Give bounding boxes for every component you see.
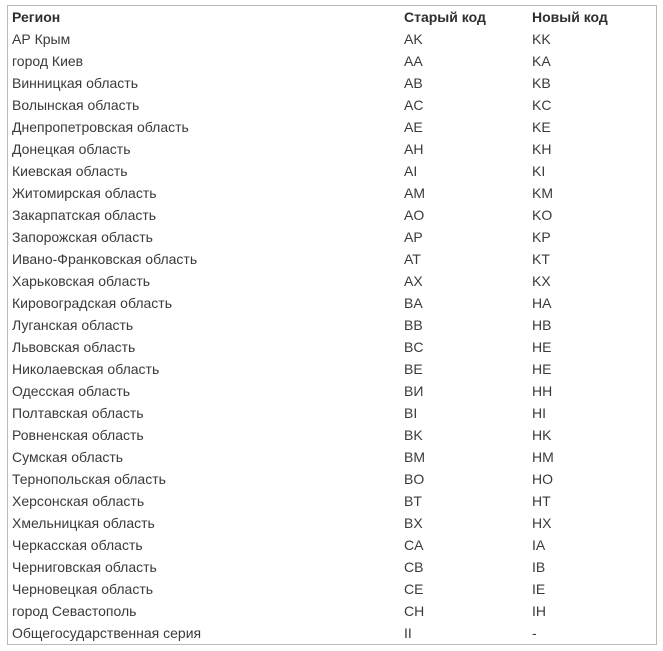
region-cell: Полтавская область [12, 405, 144, 421]
header-row [8, 6, 656, 28]
new-code-cell: HX [532, 515, 552, 531]
old-code-cell: AH [404, 141, 424, 157]
region-cell: Херсонская область [12, 493, 145, 509]
region-cell: Киевская область [12, 163, 128, 179]
region-cell: Черновецкая область [12, 581, 154, 597]
old-code-cell: AC [404, 97, 424, 113]
region-cell: Львовская область [12, 339, 136, 355]
table-row [8, 600, 656, 622]
old-code-cell: BX [404, 515, 423, 531]
new-code-cell: HO [532, 471, 553, 487]
region-cell: Ивано-Франковская область [12, 251, 198, 267]
new-code-cell: KA [532, 53, 551, 69]
old-code-cell: AT [404, 251, 421, 267]
old-code-cell: BT [404, 493, 422, 509]
table-row [8, 468, 656, 490]
table-row [8, 490, 656, 512]
table-row [8, 248, 656, 270]
old-code-cell: CH [404, 603, 425, 619]
old-code-cell: BE [404, 361, 423, 377]
header-new-code: Новый код [532, 9, 608, 25]
new-code-cell: HI [532, 405, 546, 421]
header-region: Регион [12, 9, 61, 25]
old-code-cell: AK [404, 31, 423, 47]
region-cell: город Севастополь [12, 603, 137, 619]
region-cell: Житомирская область [12, 185, 157, 201]
table-row [8, 28, 656, 50]
new-code-cell: KM [532, 185, 553, 201]
region-cell: АР Крым [12, 31, 71, 47]
region-cell: Николаевская область [12, 361, 160, 377]
old-code-cell: AI [404, 163, 418, 179]
table-row [8, 270, 656, 292]
new-code-cell: - [532, 625, 537, 641]
new-code-cell: HB [532, 317, 552, 333]
old-code-cell: BI [404, 405, 418, 421]
table-row [8, 160, 656, 182]
region-cell: Волынская область [12, 97, 140, 113]
new-code-cell: IH [532, 603, 546, 619]
new-code-cell: HK [532, 427, 552, 443]
old-code-cell: AE [404, 119, 423, 135]
table-row [8, 446, 656, 468]
old-code-cell: CA [404, 537, 424, 553]
region-cell: Закарпатская область [12, 207, 157, 223]
new-code-cell: KK [532, 31, 551, 47]
new-code-cell: KX [532, 273, 551, 289]
old-code-cell: AM [404, 185, 425, 201]
table-row [8, 556, 656, 578]
region-cell: Сумская область [12, 449, 124, 465]
region-cell: Харьковская область [12, 273, 151, 289]
old-code-cell: BA [404, 295, 423, 311]
table-row [8, 314, 656, 336]
table-row [8, 622, 656, 644]
new-code-cell: HH [532, 383, 553, 399]
new-code-cell: KO [532, 207, 553, 223]
old-code-cell: CE [404, 581, 424, 597]
table-row [8, 380, 656, 402]
region-cell: Хмельницкая область [12, 515, 155, 531]
new-code-cell: KE [532, 119, 551, 135]
new-code-cell: HA [532, 295, 552, 311]
table-row [8, 512, 656, 534]
old-code-cell: BB [404, 317, 423, 333]
table-row [8, 72, 656, 94]
new-code-cell: IE [532, 581, 546, 597]
old-code-cell: CB [404, 559, 424, 575]
new-code-cell: KB [532, 75, 551, 91]
region-cell: Одесская область [12, 383, 131, 399]
old-code-cell: BИ [404, 383, 424, 399]
old-code-cell: BK [404, 427, 423, 443]
table-row [8, 226, 656, 248]
region-codes-table [8, 6, 656, 644]
region-cell: Донецкая область [12, 141, 131, 157]
new-code-cell: HE [532, 339, 552, 355]
region-cell: Общегосударственная серия [12, 625, 202, 641]
old-code-cell: BC [404, 339, 424, 355]
new-code-cell: IB [532, 559, 546, 575]
header-old-code: Старый код [404, 9, 486, 25]
bottom-cutoff-text [7, 646, 657, 651]
new-code-cell: HT [532, 493, 551, 509]
table-row [8, 534, 656, 556]
region-cell: Луганская область [12, 317, 134, 333]
region-cell: Запорожская область [12, 229, 153, 245]
new-code-cell: KP [532, 229, 551, 245]
region-cell: Тернопольская область [12, 471, 166, 487]
table-row [8, 204, 656, 226]
table-row [8, 336, 656, 358]
table-row [8, 292, 656, 314]
region-cell: Черкасская область [12, 537, 143, 553]
region-cell: Винницкая область [12, 75, 138, 91]
table-row [8, 578, 656, 600]
region-cell: Ровненская область [12, 427, 144, 443]
region-cell: город Киев [12, 53, 84, 69]
new-code-cell: HE [532, 361, 552, 377]
region-cell: Черниговская область [12, 559, 157, 575]
new-code-cell: KI [532, 163, 546, 179]
table-row [8, 116, 656, 138]
table-header [8, 6, 656, 28]
table-body [8, 28, 656, 644]
table-row [8, 182, 656, 204]
new-code-cell: HM [532, 449, 554, 465]
old-code-cell: AP [404, 229, 423, 245]
table-row [8, 424, 656, 446]
old-code-cell: AA [404, 53, 423, 69]
region-cell: Кировоградская область [12, 295, 172, 311]
region-codes-table-container [7, 5, 657, 645]
new-code-cell: KT [532, 251, 550, 267]
region-cell: Днепропетровская область [12, 119, 189, 135]
new-code-cell: KH [532, 141, 552, 157]
new-code-cell: KC [532, 97, 552, 113]
old-code-cell: AX [404, 273, 423, 289]
table-row [8, 138, 656, 160]
table-row [8, 50, 656, 72]
old-code-cell: BO [404, 471, 425, 487]
old-code-cell: II [404, 625, 412, 641]
table-row [8, 402, 656, 424]
old-code-cell: AO [404, 207, 425, 223]
new-code-cell: IA [532, 537, 546, 553]
table-row [8, 358, 656, 380]
old-code-cell: BM [404, 449, 425, 465]
old-code-cell: AB [404, 75, 423, 91]
table-row [8, 94, 656, 116]
